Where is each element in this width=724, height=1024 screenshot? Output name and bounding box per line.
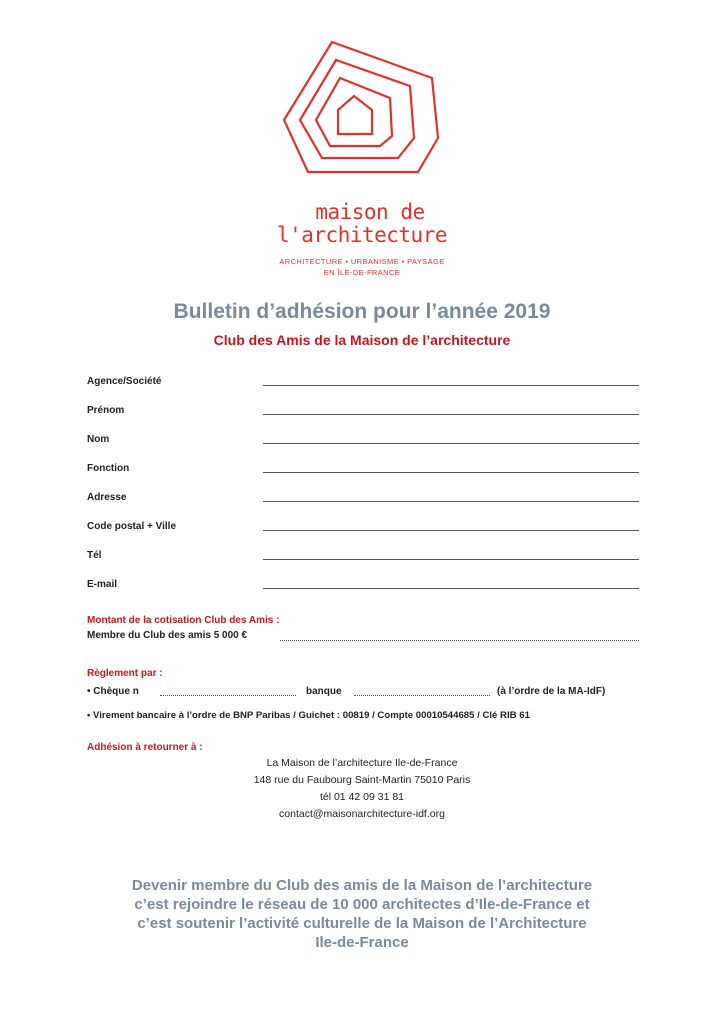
footer-line-3: c’est soutenir l’activité culturelle de la Maison de l’Architecture xyxy=(137,915,587,932)
address-line-phone: tél 01 42 09 31 81 xyxy=(319,791,405,803)
field-tel xyxy=(87,550,639,566)
adhesion-heading: Adhésion à retourner à : xyxy=(87,742,203,753)
field-label: Code postal + Ville xyxy=(87,521,177,532)
cheque-ordre-text: (à l’ordre de la MA-IdF) xyxy=(497,686,606,697)
footer-line-4: Ile-de-France xyxy=(315,934,409,951)
page-subtitle: Club des Amis de la Maison de l’architecture xyxy=(213,332,511,348)
address-line-street: 148 rue du Faubourg Saint-Martin 75010 Paris xyxy=(253,774,471,786)
banque-label: banque xyxy=(306,686,342,697)
footer-line-2: c’est rejoindre le réseau de 10 000 architectes d’Ile-de-France et xyxy=(134,896,590,913)
field-input-line[interactable] xyxy=(263,501,639,502)
field-agence-societe xyxy=(87,376,639,392)
field-input-line[interactable] xyxy=(263,588,639,589)
field-fonction xyxy=(87,463,639,479)
cheque-label: • Chèque n xyxy=(87,686,139,697)
cotisation-input-line[interactable] xyxy=(280,640,639,641)
field-label: Nom xyxy=(87,434,110,445)
virement-text: • Virement bancaire à l’ordre de BNP Paribas / Guichet : 00819 / Compte 00010544685 / Clé RIB 61 xyxy=(87,710,530,721)
field-input-line[interactable] xyxy=(263,472,639,473)
footer-line-1: Devenir membre du Club des amis de la Maison de l’architecture xyxy=(131,877,593,894)
reglement-heading: Règlement par : xyxy=(87,668,163,679)
field-adresse xyxy=(87,492,639,508)
field-code-postal-ville xyxy=(87,521,639,537)
address-line-org: La Maison de l’architecture Ile-de-France xyxy=(266,757,458,769)
cheque-number-input[interactable] xyxy=(160,695,296,696)
brand-name-line1: maison de xyxy=(315,200,425,224)
field-prenom xyxy=(87,405,639,421)
brand-name-line2: l'architecture xyxy=(276,223,447,247)
page-title: Bulletin d’adhésion pour l’année 2019 xyxy=(173,300,551,323)
field-label: E-mail xyxy=(87,579,118,590)
field-nom xyxy=(87,434,639,450)
brand-tagline-line1: ARCHITECTURE • URBANISME • PAYSAGE xyxy=(279,257,445,266)
brand-tagline-line2: EN ÎLE-DE-FRANCE xyxy=(323,268,401,277)
field-input-line[interactable] xyxy=(263,559,639,560)
field-input-line[interactable] xyxy=(263,530,639,531)
field-email xyxy=(87,579,639,595)
field-label: Fonction xyxy=(87,463,130,474)
field-input-line[interactable] xyxy=(263,443,639,444)
house-outline-logo-icon xyxy=(270,38,450,178)
field-input-line[interactable] xyxy=(263,414,639,415)
banque-input[interactable] xyxy=(354,695,490,696)
cotisation-membre-label: Membre du Club des amis 5 000 € xyxy=(87,630,248,641)
address-line-email: contact@maisonarchitecture-idf.org xyxy=(279,808,445,820)
field-input-line[interactable] xyxy=(263,385,639,386)
cotisation-heading: Montant de la cotisation Club des Amis : xyxy=(87,615,280,626)
field-label: Tél xyxy=(87,550,102,561)
field-label: Agence/Société xyxy=(87,376,162,387)
field-label: Adresse xyxy=(87,492,127,503)
field-label: Prénom xyxy=(87,405,125,416)
